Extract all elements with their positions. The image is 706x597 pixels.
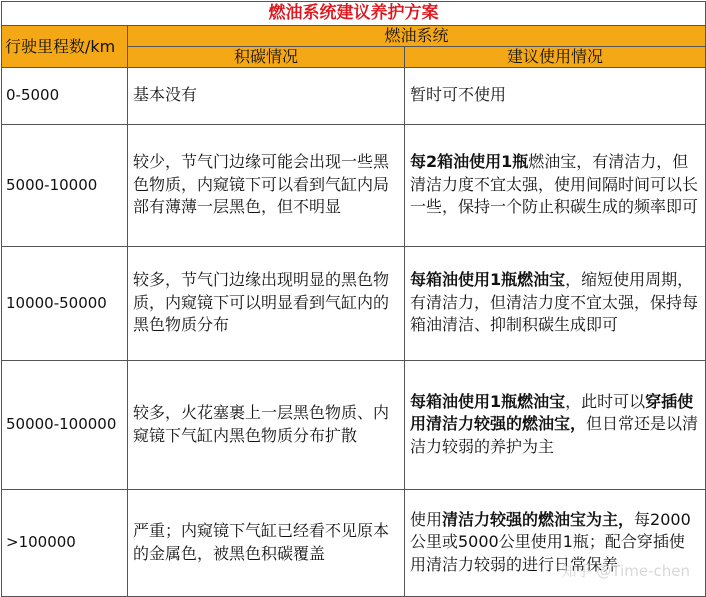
mileage-cell: >100000 xyxy=(2,489,128,596)
advice-cell xyxy=(405,360,706,489)
advice-text: ，此时可以 xyxy=(565,391,646,411)
advice-cell xyxy=(405,67,706,124)
carbon-cell: 严重；内窥镜下气缸已经看不见原本的金属色，被黑色积碳覆盖 xyxy=(128,489,405,596)
advice-text: 每2000公里或5000公里使用1瓶；配合穿插使用清洁力较弱的进行日常保养 xyxy=(410,509,691,574)
table-row xyxy=(2,67,706,124)
carbon-cell: 较多，节气门边缘出现明显的黑色物质，内窥镜下可以明显看到气缸内的黑色物质分布 xyxy=(128,246,405,360)
mileage-cell: 0-5000 xyxy=(2,67,128,124)
advice-text: 使用 xyxy=(410,509,443,529)
advice-text: 燃油宝，有清洁力，但清洁力度不宜太强，使用间隔时间可以长一些，保持一个防止积碳生成的频率即可 xyxy=(410,152,699,217)
advice-text: ，缩短使用周期，有清洁力，但清洁力度不宜太强，保持每箱油清洁、抑制积碳生成即可 xyxy=(410,270,699,335)
header-fuel-system: 燃油系统 xyxy=(128,25,706,46)
advice-bold-text: 每箱油使用1瓶燃油宝 xyxy=(410,391,566,411)
carbon-cell: 较多，火花塞裹上一层黑色物质、内窥镜下气缸内黑色物质分布扩散 xyxy=(128,360,405,489)
advice-bold-text: 清洁力较强的燃油宝为主， xyxy=(442,509,635,529)
advice-text: 暂时可不使用 xyxy=(410,85,507,105)
header-mileage: 行驶里程数/km xyxy=(2,25,128,67)
header-carbon: 积碳情况 xyxy=(128,46,405,67)
table-row xyxy=(2,246,706,360)
advice-cell xyxy=(405,124,706,246)
advice-bold-text: 每2箱油使用1瓶 xyxy=(410,152,529,172)
mileage-cell: 5000-10000 xyxy=(2,124,128,246)
table-row xyxy=(2,489,706,596)
advice-text: 但日常还是以清洁力较弱的养护为主 xyxy=(410,414,699,456)
table-row xyxy=(2,124,706,246)
table-title: 燃油系统建议养护方案 xyxy=(2,2,706,26)
advice-bold-text: 穿插使用清洁力较强的燃油宝， xyxy=(410,391,694,434)
carbon-cell: 较少，节气门边缘可能会出现一些黑色物质，内窥镜下可以看到气缸内局部有薄薄一层黑色，但不明显 xyxy=(128,124,405,246)
maintenance-table xyxy=(1,1,706,597)
mileage-cell: 10000-50000 xyxy=(2,246,128,360)
table-row xyxy=(2,360,706,489)
advice-cell xyxy=(405,246,706,360)
advice-cell xyxy=(405,489,706,596)
advice-bold-text: 每箱油使用1瓶燃油宝 xyxy=(410,270,566,290)
mileage-cell: 50000-100000 xyxy=(2,360,128,489)
header-advice: 建议使用情况 xyxy=(405,46,706,67)
carbon-cell: 基本没有 xyxy=(128,67,405,124)
watermark: 知乎 @Time-chen xyxy=(561,562,690,580)
